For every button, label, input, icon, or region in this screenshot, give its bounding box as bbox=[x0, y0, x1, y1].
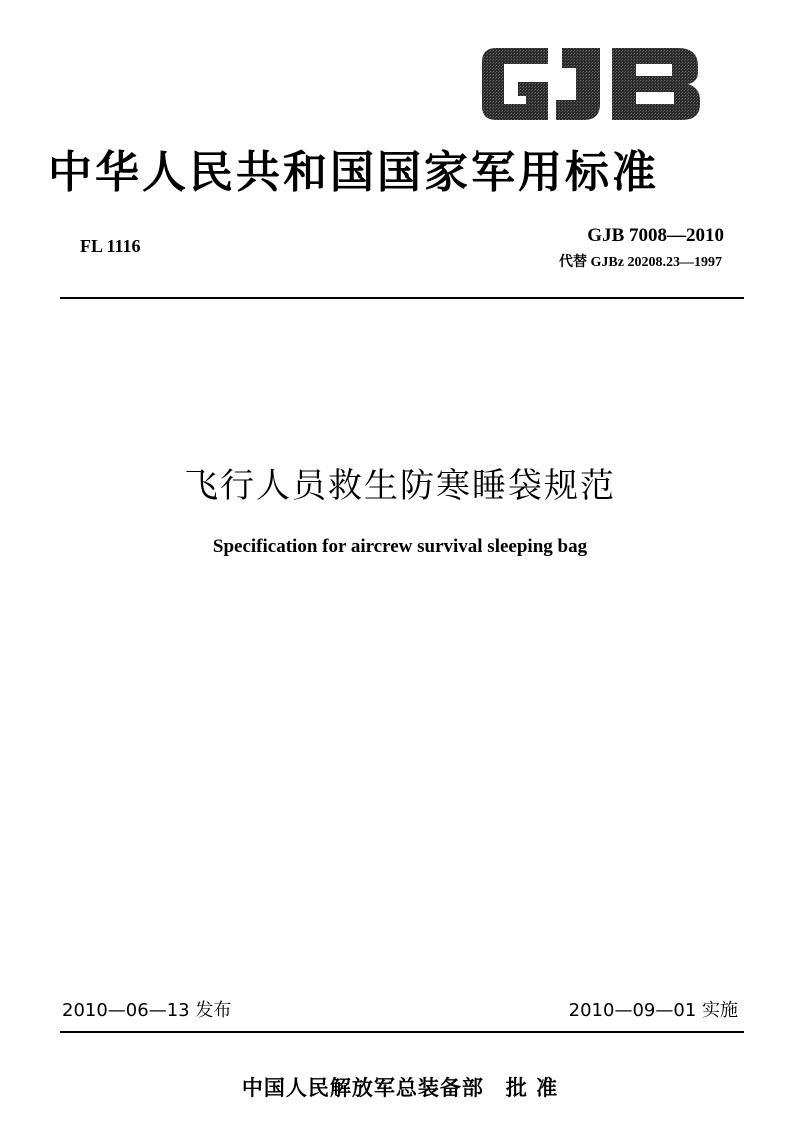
replaces-note: 代替 GJBz 20208.23—1997 bbox=[559, 255, 722, 270]
approving-authority: 中国人民解放军总装备部 批 准 bbox=[241, 1076, 559, 1100]
gjb-logo bbox=[478, 38, 704, 130]
document-title-chinese: 飞行人员救生防寒睡袋规范 bbox=[184, 466, 616, 506]
issue-date: 2010—06—13 发布 bbox=[62, 1000, 232, 1021]
header-divider bbox=[60, 297, 744, 299]
document-title-english: Specification for aircrew survival sleeping bag bbox=[212, 536, 588, 557]
standard-number: GJB 7008—2010 bbox=[587, 225, 724, 246]
standard-title: 中华人民共和国国家军用标准 bbox=[48, 147, 659, 198]
classification-code: FL 1116 bbox=[80, 236, 141, 256]
footer-divider bbox=[60, 1031, 744, 1033]
effective-date: 2010—09—01 实施 bbox=[568, 1000, 738, 1021]
